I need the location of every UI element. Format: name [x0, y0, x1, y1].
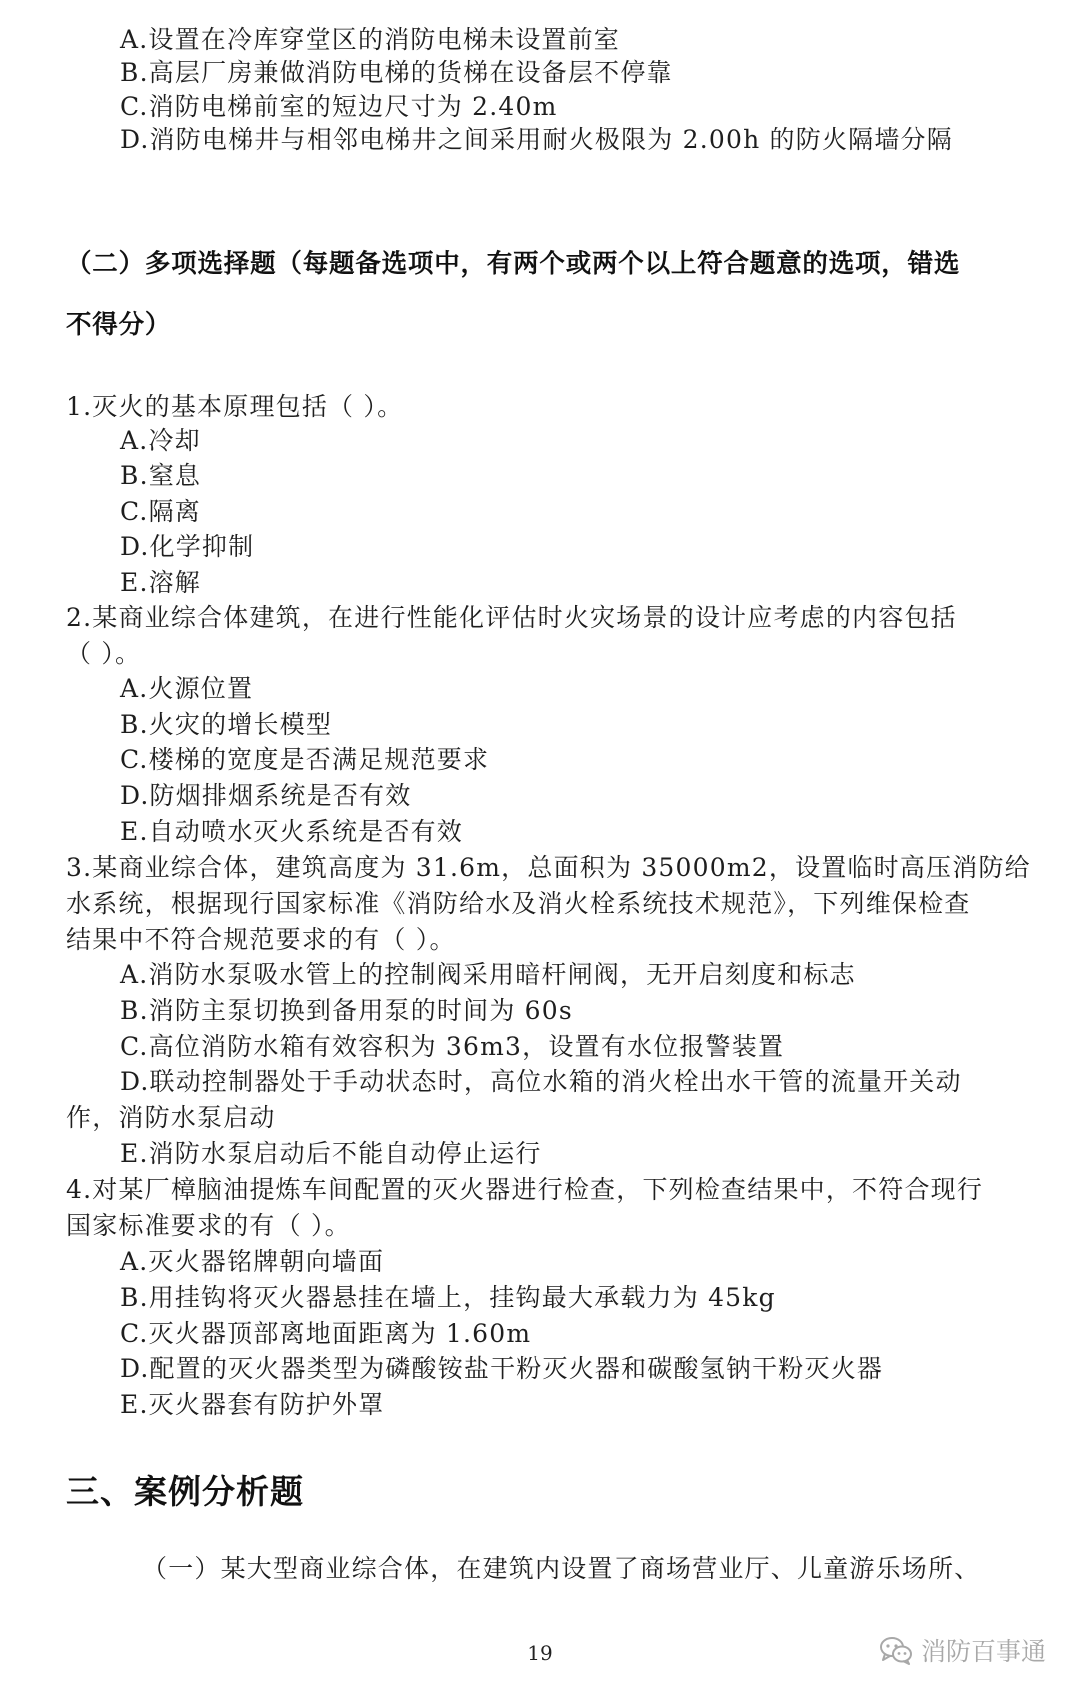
q4-stem-line2: 国家标准要求的有（ ）。: [66, 1211, 351, 1240]
prev-option-d: D.消防电梯井与相邻电梯井之间采用耐火极限为 2.00h 的防火隔墙分隔: [120, 125, 953, 154]
q3-option-e: E.消防水泵启动后不能自动停止运行: [120, 1139, 542, 1168]
q2-option-a: A.火源位置: [120, 674, 254, 703]
q4-option-e: E.灭火器套有防护外罩: [120, 1390, 385, 1419]
page-number: 19: [527, 1641, 553, 1665]
prev-option-b: B.高层厂房兼做消防电梯的货梯在设备层不停靠: [120, 58, 673, 87]
q3-option-c: C.高位消防水箱有效容积为 36m3，设置有水位报警装置: [120, 1032, 785, 1061]
prev-option-a: A.设置在冷库穿堂区的消防电梯未设置前室: [120, 25, 621, 54]
section-heading-multi-line2: 不得分）: [66, 310, 172, 340]
watermark-text: 消防百事通: [920, 1637, 1046, 1666]
q2-option-b: B.火灾的增长模型: [120, 710, 333, 739]
q4-option-b: B.用挂钩将灭火器悬挂在墙上，挂钩最大承载力为 45kg: [120, 1283, 776, 1312]
q2-stem-line1: 2.某商业综合体建筑，在进行性能化评估时火灾场景的设计应考虑的内容包括: [66, 603, 957, 632]
q4-option-d: D.配置的灭火器类型为磷酸铵盐干粉灭火器和碳酸氢钠干粉灭火器: [120, 1354, 884, 1383]
section-heading-case: 三、案例分析题: [66, 1472, 304, 1511]
q1-stem: 1.灭火的基本原理包括（ ）。: [66, 392, 404, 421]
q2-option-d: D.防烟排烟系统是否有效: [120, 781, 412, 810]
q2-option-e: E.自动喷水灭火系统是否有效: [120, 817, 463, 846]
q3-option-a: A.消防水泵吸水管上的控制阀采用暗杆闸阀，无开启刻度和标志: [120, 960, 856, 989]
q1-option-e: E.溶解: [120, 568, 201, 597]
prev-option-c: C.消防电梯前室的短边尺寸为 2.40m: [120, 92, 558, 121]
q3-option-d-line1: D.联动控制器处于手动状态时，高位水箱的消火栓出水干管的流量开关动: [120, 1067, 962, 1096]
q2-stem-line2: （ ）。: [66, 639, 142, 668]
q3-stem-line3: 结果中不符合规范要求的有（ ）。: [66, 925, 456, 954]
wechat-icon: [879, 1635, 913, 1665]
case-intro: （一）某大型商业综合体，在建筑内设置了商场营业厅、儿童游乐场所、: [142, 1554, 981, 1583]
q3-option-b: B.消防主泵切换到备用泵的时间为 60s: [120, 996, 573, 1025]
q3-option-d-line2: 作，消防水泵启动: [66, 1103, 276, 1132]
q3-stem-line1: 3.某商业综合体，建筑高度为 31.6m，总面积为 35000m2，设置临时高压消防给: [66, 853, 1031, 882]
q3-stem-line2: 水系统，根据现行国家标准《消防给水及消火栓系统技术规范》，下列维保检查: [66, 889, 971, 918]
q1-option-d: D.化学抑制: [120, 532, 255, 561]
watermark: [879, 1632, 1046, 1668]
q4-option-c: C.灭火器顶部离地面距离为 1.60m: [120, 1319, 532, 1348]
q4-option-a: A.灭火器铭牌朝向墙面: [120, 1247, 385, 1276]
section-heading-multi-line1: （二）多项选择题（每题备选项中，有两个或两个以上符合题意的选项，错选: [66, 249, 961, 279]
q4-stem-line1: 4.对某厂樟脑油提炼车间配置的灭火器进行检查，下列检查结果中，不符合现行: [66, 1175, 984, 1204]
q1-option-b: B.窒息: [120, 461, 202, 490]
q1-option-c: C.隔离: [120, 497, 201, 526]
q2-option-c: C.楼梯的宽度是否满足规范要求: [120, 745, 490, 774]
q1-option-a: A.冷却: [120, 426, 201, 455]
